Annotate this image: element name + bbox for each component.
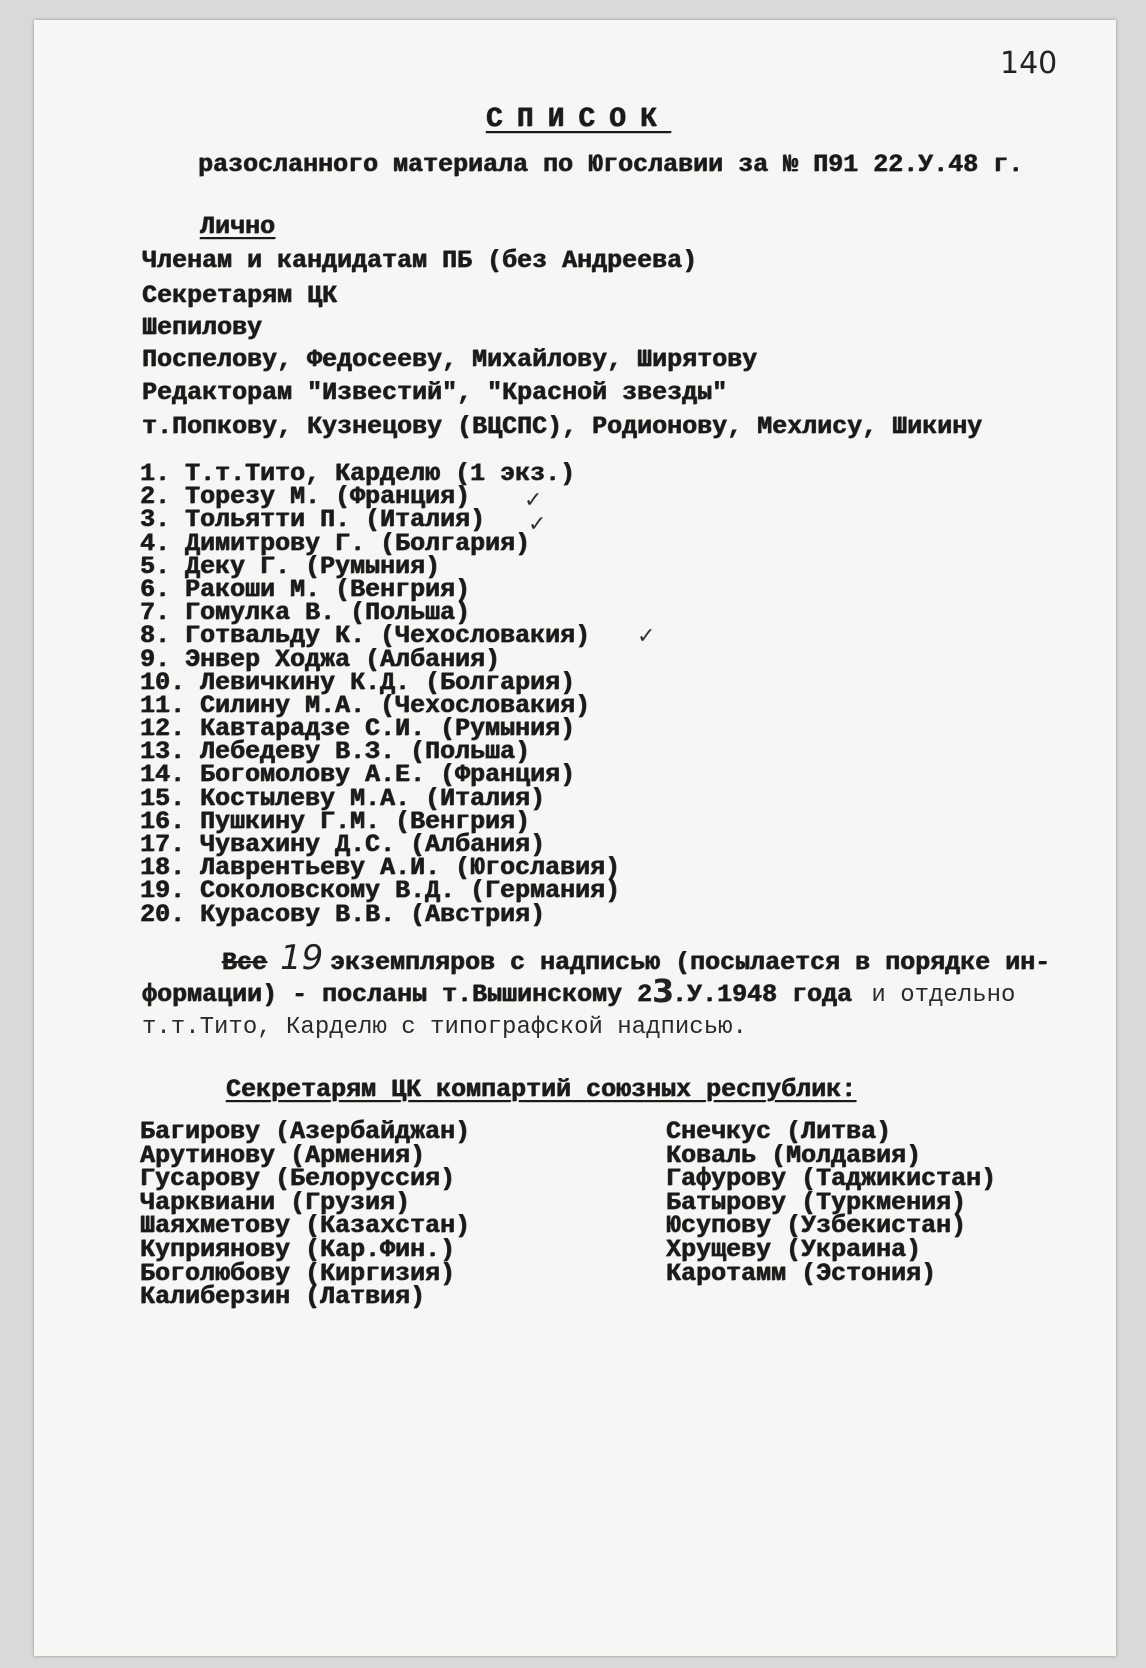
handwritten-date-digit: 3 (652, 972, 675, 1010)
handwritten-count: 19 (280, 938, 324, 978)
list-item: Гусарову (Белоруссия) (140, 1164, 456, 1194)
republics-left-column (140, 1117, 471, 1312)
personal-heading: Лично (200, 212, 276, 241)
list-item: 3. Тольятти П. (Италия) (140, 505, 486, 535)
list-item: 10. Левичкину К.Д. (Болгария) (140, 667, 576, 697)
list-item: Боголюбову (Киргизия) (140, 1258, 456, 1288)
recipient-line: Поспелову, Федосееву, Михайлову, Ширятову (142, 345, 758, 374)
list-item: Багирову (Азербайджан) (140, 1117, 471, 1146)
list-item: 4. Димитрову Г. (Болгария) (140, 528, 531, 558)
list-item: Каротамм (Эстония) (666, 1258, 937, 1288)
list-item: 17. Чувахину Д.С. (Албания) (140, 830, 546, 859)
recipient-line: Секретарям ЦК (142, 281, 338, 310)
list-item: 8. Готвальду К. (Чехословакия) (140, 621, 591, 651)
list-item: Хрущеву (Украина) (666, 1234, 922, 1264)
list-item: 16. Пушкину Г.М. (Венгрия) (140, 806, 531, 836)
republics-heading: Секретарям ЦК компартий союзных республик: (226, 1075, 857, 1104)
list-item: 14. Богомолову А.Е. (Франция) (140, 760, 576, 790)
recipient-line: Шепилову (142, 313, 263, 342)
list-item: Шаяхметову (Казахстан) (140, 1211, 471, 1241)
list-item: Коваль (Молдавия) (666, 1140, 922, 1170)
recipient-line: т.Попкову, Кузнецову (ВЦСПС), Родионову, Мехлису, Шикину (142, 412, 983, 441)
document-title: СПИСОК (486, 104, 671, 135)
list-item: Куприянову (Кар.Фин.) (140, 1234, 456, 1264)
note-line-2-date: .У.1948 года (672, 980, 853, 1009)
list-item: 12. Кавтарадзе С.И. (Румыния) (140, 714, 576, 744)
list-item: 2. Торезу М. (Франция) (140, 482, 471, 512)
document-subtitle: разосланного материала по Югославии за № П91 22.У.48 г. (198, 150, 1024, 179)
list-item: Снечкус (Литва) (666, 1117, 892, 1146)
list-item: Батырову (Туркмения) (666, 1187, 967, 1217)
check-mark-icon: ✓ (528, 512, 547, 537)
republics-right-column (666, 1117, 997, 1288)
list-item: 13. Лебедеву В.З. (Польша) (140, 737, 531, 767)
list-item: Юсупову (Узбекистан) (666, 1211, 967, 1241)
list-item: 5. Деку Г. (Румыния) (140, 551, 441, 581)
numbered-recipient-list (140, 459, 621, 929)
list-item: Чарквиани (Грузия) (140, 1187, 411, 1217)
note-line-3: т.т.Тито, Карделю с типографской надписью. (142, 1014, 747, 1041)
recipient-line: Членам и кандидатам ПБ (без Андреева) (142, 246, 698, 275)
list-item: 7. Гомулка В. (Польша) (140, 598, 471, 628)
note-line-2-addition: и отдельно (857, 982, 1016, 1009)
struck-word: Все (222, 948, 268, 977)
list-item: Гафурову (Таджикистан) (666, 1164, 997, 1194)
list-item: 11. Силину М.А. (Чехословакия) (140, 690, 591, 720)
note-line-2: формации) - посланы т.Вышинскому 2 (142, 980, 653, 1009)
list-item: 1. Т.т.Тито, Карделю (1 экз.) (140, 459, 576, 488)
list-item: 6. Ракоши М. (Венгрия) (140, 574, 471, 604)
list-item: 18. Лаврентьеву А.И. (Югославия) (140, 853, 621, 883)
list-item: 15. Костылеву М.А. (Италия) (140, 783, 546, 813)
list-item: 9. Энвер Ходжа (Албания) (140, 644, 501, 674)
list-item: Калиберзин (Латвия) (140, 1282, 426, 1312)
list-item: 19. Соколовскому В.Д. (Германия) (140, 876, 621, 906)
check-mark-icon: ✓ (637, 624, 656, 649)
check-mark-icon: ✓ (524, 488, 543, 513)
list-item: 20. Курасову В.В. (Австрия) (140, 899, 546, 929)
recipient-line: Редакторам "Известий", "Красной звезды" (142, 378, 728, 407)
note-line-1: экземпляров с надписью (посылается в порядке ин- (330, 948, 1051, 977)
list-item: Арутинову (Армения) (140, 1140, 426, 1170)
page-number: 140 (1000, 46, 1058, 81)
